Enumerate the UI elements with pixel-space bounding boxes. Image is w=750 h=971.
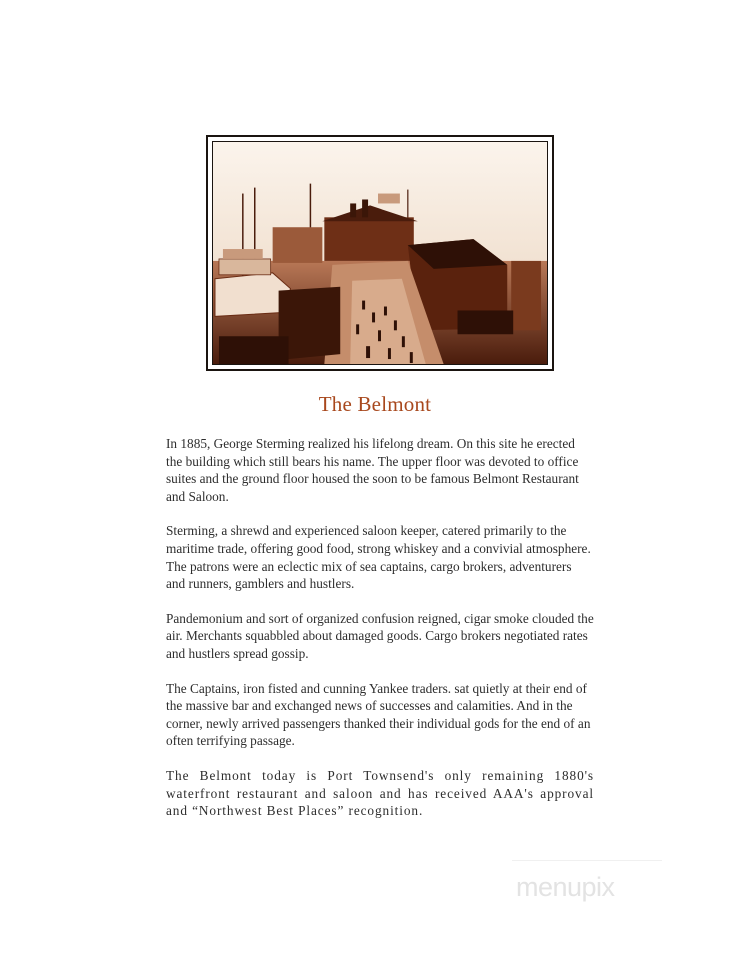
- watermark-divider: [512, 860, 662, 861]
- historic-photo-frame: [206, 135, 554, 371]
- paragraph-captains: The Captains, iron fisted and cunning Yankee traders. sat quietly at their end of the massive bar and exchanged news of successes and calamities. And in the corner, newly arrived passengers thanked their individual gods for the end of an often terrifying passage.: [166, 680, 591, 749]
- page-title: The Belmont: [318, 392, 432, 416]
- paragraph-today: The Belmont today is Port Townsend's only remaining 1880's waterfront restaurant and saloon and has received AAA's approval and “Northwest Best Places” recognition.: [166, 767, 594, 819]
- history-text: [166, 435, 594, 837]
- paragraph-founding: In 1885, George Sterming realized his lifelong dream. On this site he erected the building which still bears his name. The upper floor was devoted to office suites and the ground floor housed the soon to be famous Belmont Restaurant and Saloon.: [166, 436, 579, 504]
- historic-wharf-photo: [212, 141, 548, 365]
- paragraph-sterming: Sterming, a shrewd and experienced saloon keeper, catered primarily to the maritime trade, offering good food, strong whiskey and a convivial atmosphere. The patrons were an eclectic mix of sea captains, cargo brokers, adventurers and runners, gamblers and hustlers.: [166, 523, 591, 592]
- paragraph-pandemonium: Pandemonium and sort of organized confusion reigned, cigar smoke clouded the air. Merchants squabbled about damaged goods. Cargo brokers negotiated rates and hustlers spread gossip.: [166, 610, 594, 661]
- wharf-illustration: [213, 142, 547, 364]
- menupix-watermark: menupix: [516, 872, 615, 902]
